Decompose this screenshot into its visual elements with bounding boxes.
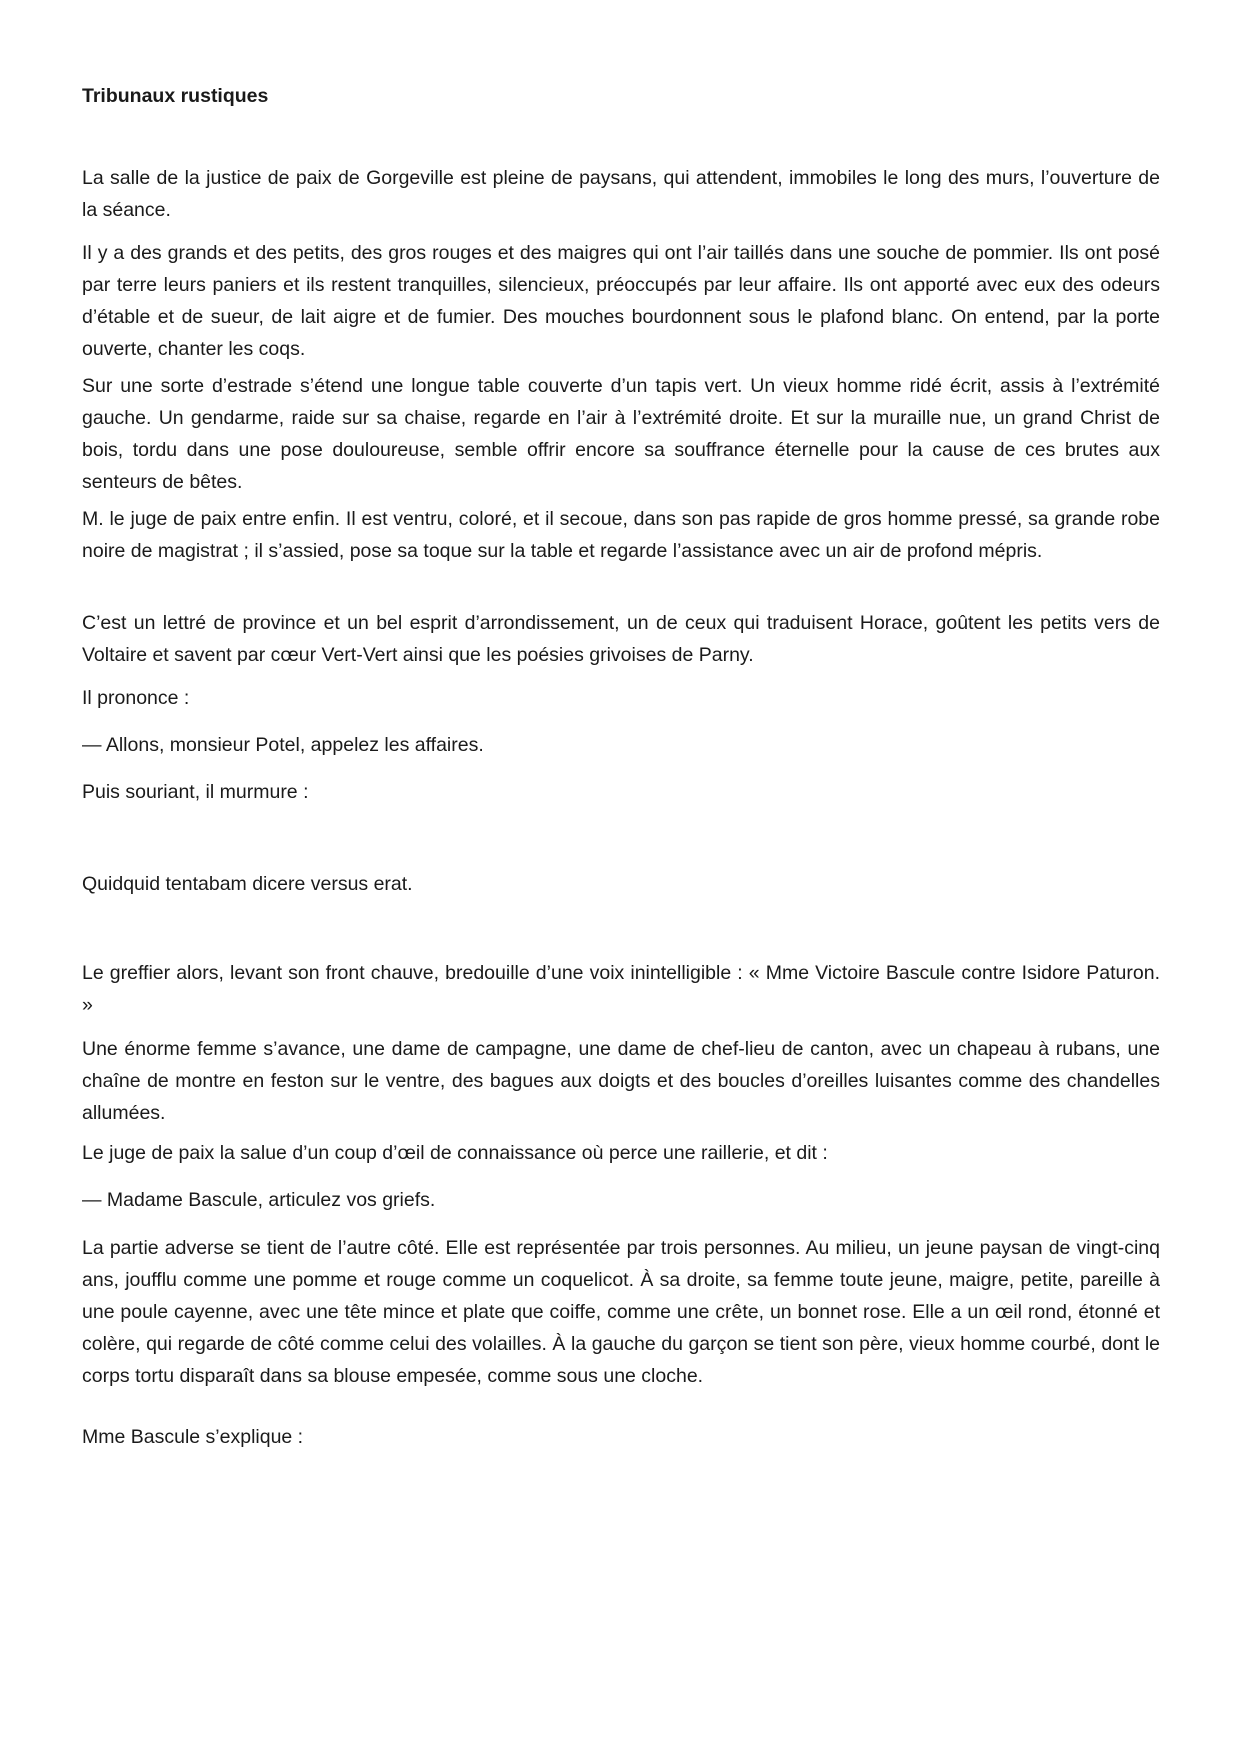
paragraph: Le juge de paix la salue d’un coup d’œil de connaissance où perce une raillerie, et dit : [82,1142,828,1164]
paragraph: Il prononce : [82,687,190,709]
paragraph: Une énorme femme s’avance, une dame de campagne, une dame de chef-lieu de canton, avec un chapeau à rubans, une chaîne de montre en feston sur le ventre, des bagues aux doigts et des boucles d’oreilles luisantes comme des chandelles allumées. [82,1038,1160,1124]
paragraph: Puis souriant, il murmure : [82,781,309,803]
paragraph: Mme Bascule s’explique : [82,1426,304,1448]
paragraph: — Madame Bascule, articulez vos griefs. [82,1189,436,1211]
paragraph: C’est un lettré de province et un bel esprit d’arrondissement, un de ceux qui traduisent Horace, goûtent les petits vers de Voltaire et savent par cœur Vert-Vert ainsi que les poésies grivoises de Parny. [82,612,1160,666]
paragraph: M. le juge de paix entre enfin. Il est ventru, coloré, et il secoue, dans son pas rapide de gros homme pressé, sa grande robe noire de magistrat ; il s’assied, pose sa toque sur la table et regarde l’assistance avec un air de profond mépris. [82,508,1160,562]
paragraph: Le greffier alors, levant son front chauve, bredouille d’une voix inintelligible : « Mme Victoire Bascule contre Isidore Paturon. » [82,962,1160,1016]
document-page [82,0,1160,1755]
paragraph: La partie adverse se tient de l’autre côté. Elle est représentée par trois personnes. Au milieu, un jeune paysan de vingt-cinq ans, joufflu comme une pomme et rouge comme un coquelicot. À sa droite, sa femme toute jeune, maigre, petite, pareille à une poule cayenne, avec une tête mince et plate que coiffe, comme une crête, un bonnet rose. Elle a un œil rond, étonné et colère, qui regarde de côté comme celui des volailles. À la gauche du garçon se tient son père, vieux homme courbé, dont le corps tortu disparaît dans sa blouse empesée, comme sous une cloche. [82,1237,1160,1387]
paragraph: — Allons, monsieur Potel, appelez les affaires. [82,734,484,756]
paragraph: La salle de la justice de paix de Gorgeville est pleine de paysans, qui attendent, immobiles le long des murs, l’ouverture de la séance. [82,167,1160,221]
document-title: Tribunaux rustiques [82,85,269,107]
paragraph: Sur une sorte d’estrade s’étend une longue table couverte d’un tapis vert. Un vieux homme ridé écrit, assis à l’extrémité gauche. Un gendarme, raide sur sa chaise, regarde en l’air à l’extrémité droite. Et sur la muraille nue, un grand Christ de bois, tordu dans une pose douloureuse, semble offrir encore sa souffrance éternelle pour la cause de ces brutes aux senteurs de bêtes. [82,375,1160,493]
latin-quote: Quidquid tentabam dicere versus erat. [82,873,413,895]
paragraph: Il y a des grands et des petits, des gros rouges et des maigres qui ont l’air taillés dans une souche de pommier. Ils ont posé par terre leurs paniers et ils restent tranquilles, silencieux, préoccupés par leur affaire. Ils ont apporté avec eux des odeurs d’étable et de sueur, de lait aigre et de fumier. Des mouches bourdonnent sous le plafond blanc. On entend, par la porte ouverte, chanter les coqs. [82,242,1160,360]
